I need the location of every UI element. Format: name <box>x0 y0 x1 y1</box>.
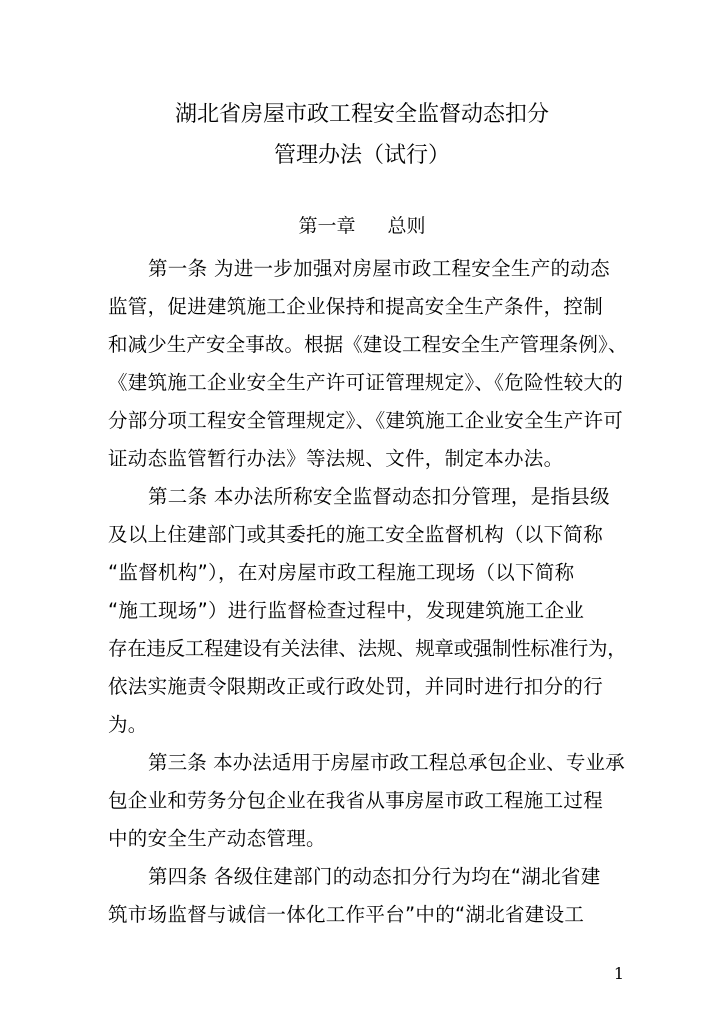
body-line: 《建筑施工企业安全生产许可证管理规定》、《危险性较大的 <box>108 371 624 394</box>
body-line: 第三条 本办法适用于房屋市政工程总承包企业、专业承 <box>148 751 625 774</box>
body-line: 筑市场监督与诚信一体化工作平台”中的“湖北省建设工 <box>108 903 585 926</box>
chapter-heading <box>0 212 724 240</box>
body-line: “监督机构”），在对房屋市政工程施工现场（以下简称 <box>108 561 575 584</box>
document-title-line-2: 管理办法（试行） <box>273 143 450 168</box>
body-line: 包企业和劳务分包企业在我省从事房屋市政工程施工过程 <box>108 789 604 812</box>
body-line: 分部分项工程安全管理规定》、《建筑施工企业安全生产许可 <box>108 409 624 432</box>
body-line: “施工现场”）进行监督检查过程中，发现建筑施工企业 <box>108 599 585 622</box>
body-line: 第二条 本办法所称安全监督动态扣分管理，是指县级 <box>148 485 610 508</box>
body-line: 第四条 各级住建部门的动态扣分行为均在“湖北省建 <box>148 865 601 888</box>
body-line: 依法实施责令限期改正或行政处罚，并同时进行扣分的行 <box>108 675 604 698</box>
body-line: 存在违反工程建设有关法律、法规、规章或强制性标准行为， <box>108 637 627 660</box>
body-line: 证动态监管暂行办法》等法规、文件，制定本办法。 <box>108 447 564 470</box>
document-title-line-1: 湖北省房屋市政工程安全监督动态扣分 <box>174 102 549 127</box>
page-number: 1 <box>613 964 624 983</box>
body-line: 和减少生产安全事故。根据《建设工程安全生产管理条例》、 <box>108 333 628 356</box>
chapter-title: 总则 <box>387 215 426 237</box>
body-line: 为。 <box>108 713 148 736</box>
body-line: 第一条 为进一步加强对房屋市政工程安全生产的动态 <box>148 257 610 280</box>
body-line: 监管，促进建筑施工企业保持和提高安全生产条件，控制 <box>108 295 604 318</box>
chapter-number: 第一章 <box>298 215 356 237</box>
body-line: 及以上住建部门或其委托的施工安全监督机构（以下简称 <box>108 523 604 546</box>
body-line: 中的安全生产动态管理。 <box>108 827 326 850</box>
